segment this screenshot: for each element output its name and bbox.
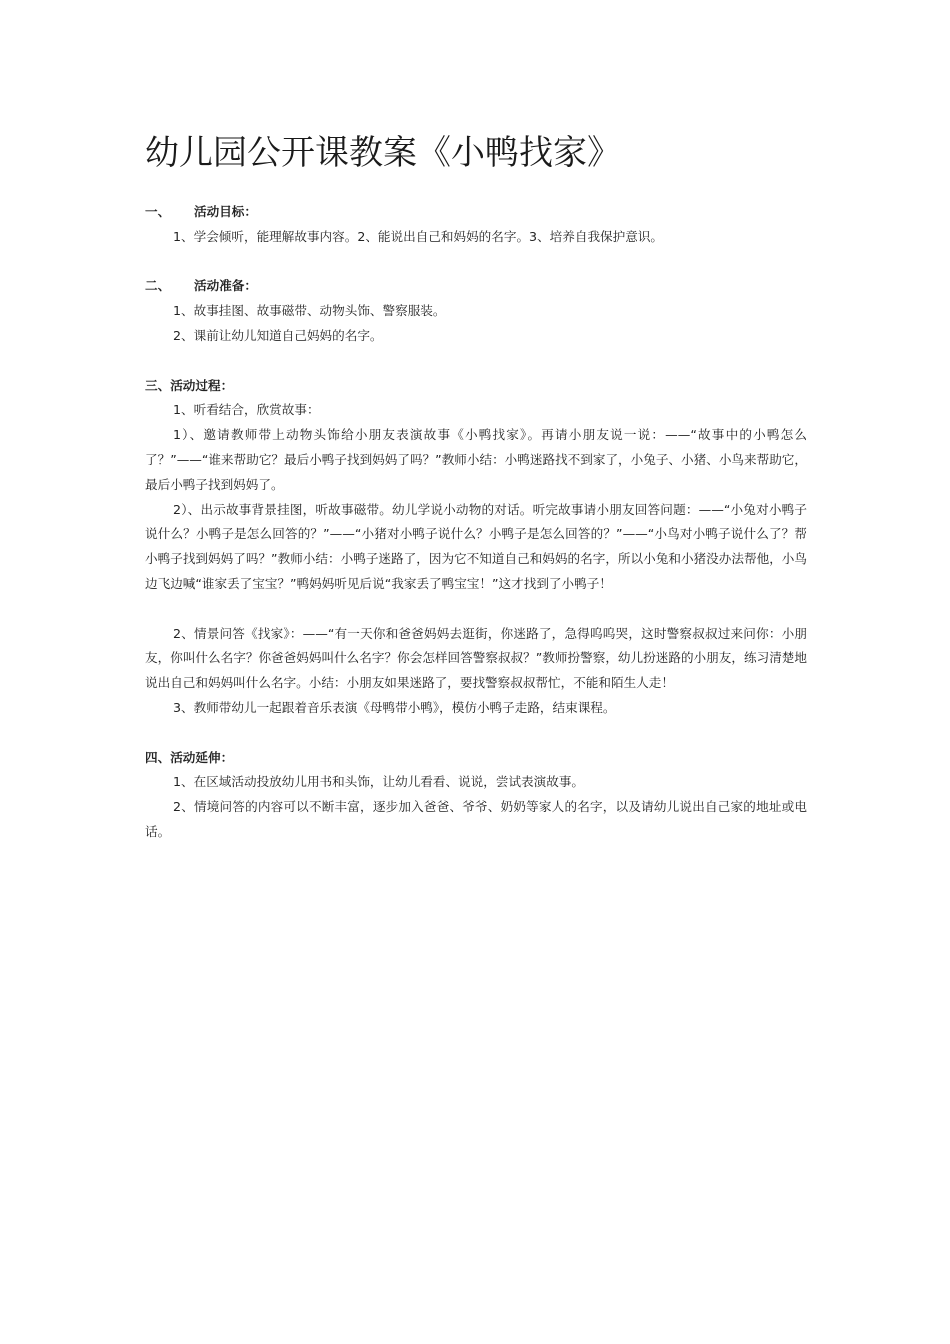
- blank-line: [145, 597, 807, 622]
- section-number: 一、: [145, 204, 171, 219]
- document-body: [145, 200, 807, 845]
- section-number: 二、: [145, 278, 171, 294]
- extension-item-2: 2、情境问答的内容可以不断丰富，逐步加入爸爸、爷爷、奶奶等家人的名字，以及请幼儿说出自己家的地址或电话。: [145, 799, 807, 839]
- process-step-1-part-1: 1）、邀请教师带上动物头饰给小朋友表演故事《小鸭找家》。再请小朋友说一说：——“故事中的小鸭怎么了？”——“谁来帮助它？最后小鸭子找到妈妈了吗？”教师小结：小鸭迷路找不到家了，小兔子、小猪、小鸟来帮助它，最后小鸭子找到妈妈了。: [145, 427, 807, 492]
- section-heading-text: 活动准备：: [194, 278, 257, 294]
- section-heading-extension: 四、活动延伸：: [145, 749, 234, 765]
- blank-line: [145, 721, 807, 746]
- process-step-1: 1、听看结合，欣赏故事：: [173, 402, 320, 418]
- extension-item-1: 1、在区域活动投放幼儿用书和头饰，让幼儿看看、说说，尝试表演故事。: [173, 774, 585, 790]
- section-heading-process: 三、活动过程：: [145, 377, 234, 393]
- document-title: 幼儿园公开课教案《小鸭找家》: [145, 133, 621, 173]
- process-step-3: 3、教师带幼儿一起跟着音乐表演《母鸭带小鸭》，模仿小鸭子走路，结束课程。: [173, 699, 616, 715]
- blank-line: [145, 250, 807, 275]
- preparation-item-1: 1、故事挂图、故事磁带、动物头饰、警察服装。: [173, 303, 446, 319]
- section-heading-preparation: [145, 274, 807, 299]
- section-heading-text: 活动目标：: [194, 204, 257, 219]
- goals-paragraph: 1、学会倾听，能理解故事内容。2、能说出自己和妈妈的名字。3、培养自我保护意识。: [173, 228, 664, 244]
- process-step-2: 2、情景问答《找家》：——“有一天你和爸爸妈妈去逛街，你迷路了，急得呜呜哭，这时警察叔叔过来问你：小朋友，你叫什么名字？你爸爸妈妈叫什么名字？你会怎样回答警察叔叔？”教师扮警察，幼儿扮迷路的小朋友，练习清楚地说出自己和妈妈叫什么名字。小结：小朋友如果迷路了，要找警察叔叔帮忙，不能和陌生人走！: [145, 625, 807, 691]
- blank-line: [145, 349, 807, 374]
- section-heading-goals: [145, 200, 807, 225]
- process-step-1-part-2: 2）、出示故事背景挂图，听故事磁带。幼儿学说小动物的对话。听完故事请小朋友回答问题：——“小兔对小鸭子说什么？小鸭子是怎么回答的？”——“小猪对小鸭子说什么？小鸭子是怎么回答的？”——“小鸟对小鸭子说什么了？帮小鸭子找到妈妈了吗？”教师小结：小鸭子迷路了，因为它不知道自己和妈妈的名字，所以小兔和小猪没办法帮他，小鸟边飞边喊“谁家丢了宝宝？”鸭妈妈听见后说“我家丢了鸭宝宝！”这才找到了小鸭子！: [145, 501, 807, 591]
- preparation-item-2: 2、课前让幼儿知道自己妈妈的名字。: [173, 327, 383, 343]
